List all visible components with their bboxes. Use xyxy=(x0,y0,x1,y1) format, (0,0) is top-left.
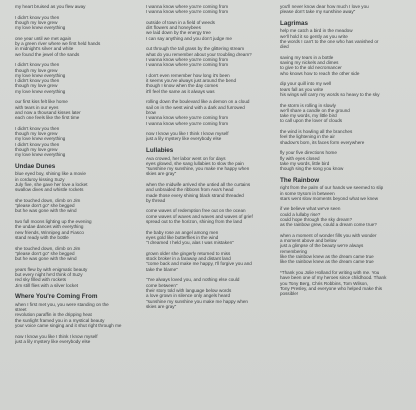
lyric-line: my love knew everything xyxy=(15,136,66,142)
lyric-line: tears fall as you write xyxy=(280,86,324,92)
lyric-stanza xyxy=(280,185,408,201)
lyric-line: and unbraided the ribbons from Ava's head xyxy=(146,187,234,193)
lyric-line: red sky filled with rockets xyxy=(15,277,67,283)
lyric-line: it'll feel the same as it always was xyxy=(146,88,215,94)
lyric-stanza xyxy=(146,156,274,177)
lyric-line: but he was gone with the wind xyxy=(15,208,77,214)
lyric-line: it seems you've always just around the bend xyxy=(146,78,236,84)
lyric-line: "sunshine my sunshine you make me happy when xyxy=(146,298,248,304)
lyric-line: in midnight's silver and white xyxy=(15,46,74,52)
lyric-line: "please don't go" she begged xyxy=(15,203,75,209)
lyric-stanza xyxy=(280,81,408,97)
lyric-line: I wanna know where you're coming from xyxy=(146,62,229,68)
lyric-line: if we believe what we've seen xyxy=(280,206,341,212)
lyric-line: she touched down, climb on Jim xyxy=(15,197,81,203)
lyric-line: swallow dives and whistle rockets xyxy=(15,187,84,193)
lyric-line: my love knew everything xyxy=(15,152,66,158)
lyric-line: "I dreamed I held you, alas I was mistaken" xyxy=(146,240,234,246)
lyric-line: cut through the tall grass by the glittering stream xyxy=(146,46,245,52)
lyric-stanza xyxy=(15,126,135,158)
lyric-stanza xyxy=(146,73,274,94)
lyric-line: my heart bruised as you flew away xyxy=(15,4,86,9)
lyric-line: stars went slow moments beyond what we knew xyxy=(280,195,379,201)
lyric-stanza xyxy=(15,267,135,288)
lyric-line: their story told with language below words xyxy=(146,287,232,293)
lyric-line: remembering xyxy=(280,248,308,254)
lyric-stanza xyxy=(15,62,135,94)
lyric-line: though I know when the day comes xyxy=(146,83,219,89)
lyric-stanza xyxy=(280,55,408,76)
lyric-line: we found the jewel of the sands xyxy=(15,51,80,57)
lyric-line: we laid down by the energy tree xyxy=(146,30,211,36)
lyric-line: I didn't know you then xyxy=(15,141,60,147)
lyric-line: though my love grew xyxy=(15,147,58,153)
song-title: The Rainbow xyxy=(280,176,320,184)
lyric-line: died xyxy=(280,44,289,50)
lyric-line: I didn't know you then xyxy=(15,78,60,84)
lyric-line: fly your five directions home xyxy=(280,150,337,156)
lyric-line: take my words, little bird xyxy=(280,160,330,166)
lyric-line: two full moons lighting up the evening xyxy=(15,219,92,225)
note-line: Tony Presley, and everyone who helped make this xyxy=(280,285,383,291)
lyric-line: and now a thousand kisses later xyxy=(15,109,81,115)
lyric-line: "I've always loved you, and nothing else could xyxy=(146,277,240,283)
lyric-line: the baby rose an angel among men xyxy=(146,229,219,235)
lyric-line: eyes glowed, she sang lullabies to slow the pain xyxy=(146,160,244,166)
lyric-line: eyes gold like butterflies in the wind xyxy=(146,234,219,240)
lyric-stanza xyxy=(280,206,408,227)
lyric-line: but every night he'd think of Suzy xyxy=(15,272,83,278)
lyric-line: we'll share a candle on the ground xyxy=(280,107,350,113)
song-title: Where You're Coming From xyxy=(15,293,98,301)
lyric-line: new friends, Winnipeg and Fiasco xyxy=(15,229,84,235)
lyric-line: when a moment of wonder fills you with wonder xyxy=(280,232,377,238)
lyric-line: as the rainbow grew, could a dream come true? xyxy=(280,222,377,228)
lyric-line: I wanna know where you're coming from xyxy=(146,9,229,15)
lyric-stanza xyxy=(15,219,135,240)
lyric-line: his wings will carry my words so heavy to the sky xyxy=(280,91,380,97)
lyric-stanza xyxy=(146,208,274,224)
lyric-line: dip your quill into my well xyxy=(280,81,332,87)
lyric-line: now I know you like I think I know myself xyxy=(15,333,98,339)
lyric-stanza xyxy=(15,4,135,9)
lyric-line: I wanna know where you're coming from xyxy=(146,120,229,126)
lyric-line: could a lullaby rise? xyxy=(280,211,321,217)
lyric-stanza xyxy=(146,4,274,15)
lyric-line: like the rainbow knew as the dream came true xyxy=(280,254,374,260)
lyric-line: come between" xyxy=(146,282,178,288)
lyric-line: to call upon the lover of clouds xyxy=(280,118,343,124)
note-line: *Thank you Jolie Holland for writing with me. You xyxy=(280,269,380,275)
lyric-line: made those every shining black strand threaded xyxy=(146,192,244,198)
lyric-line: please don't take my sunshine away" xyxy=(280,9,356,15)
lyric-stanza xyxy=(280,28,408,49)
lyric-stanza xyxy=(280,233,408,265)
lyric-line: just a lily mystery like everybody else xyxy=(146,136,222,142)
lyric-stanza xyxy=(15,246,135,262)
lyric-line: what do you remember about your troubling dream? xyxy=(146,51,252,57)
lyric-stanza xyxy=(15,171,135,192)
lyric-line: fly with eyes closed xyxy=(280,155,320,161)
lyric-line: "come back and make me happy, I'll forgive you and xyxy=(146,261,252,267)
lyric-line: street xyxy=(15,307,27,313)
lyric-line: "please don't go" she begged xyxy=(15,250,75,256)
lyric-line: could hope through the sky dream? xyxy=(280,216,353,222)
lyric-line: now I know you like I think I know myself xyxy=(146,131,229,137)
lyric-stanza xyxy=(146,277,274,309)
lyric-line: your voice came singing and it shut right through me xyxy=(15,322,122,328)
song-title: Undae Dunes xyxy=(15,162,56,170)
lyric-line: stand ready with the bottle xyxy=(15,234,69,240)
lyric-stanza xyxy=(146,46,274,67)
lyric-stanza xyxy=(15,302,135,328)
lyric-line: you'll never know dear how much I love you xyxy=(280,4,369,9)
lyric-line: I wanna know where you're coming from xyxy=(146,4,229,9)
lyric-line: when the midwife arrived she untied all the curtains xyxy=(146,182,251,187)
lyric-stanza xyxy=(15,334,135,345)
lyric-line: by thread xyxy=(146,197,166,203)
lyric-line: but he was gone with the wind xyxy=(15,256,77,262)
lyric-line: a love grown in silence only angels heard xyxy=(146,293,231,299)
lyric-line: rolling down the boulevard like a demon on a cloud xyxy=(146,99,250,105)
lyric-stanza xyxy=(280,150,408,171)
note-line: have been one of my heroes since childhood. Thank xyxy=(280,275,387,281)
column-3 xyxy=(280,4,408,296)
lyric-stanza xyxy=(15,99,135,120)
lyric-line: the storm is rolling in slowly xyxy=(280,102,336,108)
lyric-line: skies are gray" xyxy=(146,303,177,309)
note-line: possible! xyxy=(280,291,299,297)
lyric-line: I wanna know where you're coming from xyxy=(146,115,229,121)
lyric-line: Jim still flies with a silver locket xyxy=(15,282,79,288)
lyric-line: one year until we met again xyxy=(15,35,72,41)
lyric-line: my love knew everything xyxy=(15,72,66,78)
column-1 xyxy=(15,4,135,349)
lyric-line: saving my tears in a bottle xyxy=(280,54,334,60)
lyric-line: by a green river where we first held hands xyxy=(15,41,101,47)
lyric-line: saving my nickels and dimes xyxy=(280,60,339,66)
column-2 xyxy=(146,4,274,314)
note-line: you Tony Berg, Chris Robbins, Tom Wilson, xyxy=(280,280,369,286)
lyric-line: grown older she gingerly returned to miss xyxy=(146,250,231,256)
lyric-line: the sunlight framed you in a mystical beauty xyxy=(15,317,105,323)
lyric-line: my love knew everything xyxy=(15,88,66,94)
lyric-line: revolution paraffin in the dripping heat xyxy=(15,312,92,318)
lyric-line: help me catch a bird in the meadow xyxy=(280,28,353,34)
lyric-line: each one feels like the first time xyxy=(15,115,80,121)
lyric-stanza xyxy=(15,15,135,31)
lyric-stanza xyxy=(280,103,408,124)
lyric-line: though sing the song you know xyxy=(280,166,344,172)
lyric-line: "sunshine my sunshine, you make me happy when xyxy=(146,166,250,172)
lyric-line: our first kiss felt like home xyxy=(15,99,68,105)
lyric-line: take my words, my little bird xyxy=(280,113,337,119)
lyric-line: I didn't know you then xyxy=(15,14,60,20)
lyric-line: I don't even remember how long it's been xyxy=(146,72,230,78)
lyric-line: in corduroy kissing Suzy xyxy=(15,176,65,182)
lyric-line: July five, she gave her love a locket xyxy=(15,182,88,187)
lyric-line: a moment above and below xyxy=(280,238,337,244)
lyric-line: skies are gray" xyxy=(146,171,177,177)
lyric-line: shadow's born, its faces form everywhere xyxy=(280,139,365,145)
lyric-line: my love knew everything xyxy=(15,25,66,31)
lyric-line: to give to the old necromancer xyxy=(280,65,342,71)
lyric-line: I didn't know you then xyxy=(15,62,60,68)
lyric-line: I can say anything and you don't judge me xyxy=(146,35,232,41)
lyric-stanza xyxy=(146,20,274,41)
lyric-line: with tears in our eyes xyxy=(15,104,59,110)
lyric-line: we'll hold it so gently as you write xyxy=(280,33,348,39)
lyric-line: dirt flowers and honeybees xyxy=(146,25,201,31)
lyric-stanza xyxy=(15,36,135,57)
lyric-line: Ava crowed, her labor went on for days xyxy=(146,155,226,161)
lyric-line: take the blame" xyxy=(146,266,178,272)
lyric-line: come waves of waves and waves and waves of grief xyxy=(146,213,253,219)
thanks-note xyxy=(280,270,408,296)
lyric-line: I wanna know where you're coming from xyxy=(146,56,229,62)
lyric-line: sail on in the west wind with a dark and furrowed xyxy=(146,104,245,110)
lyric-stanza xyxy=(146,99,274,125)
lyric-line: though my love grew xyxy=(15,83,58,89)
lyric-line: come waves of redemption free out on the ocean xyxy=(146,208,246,214)
lyric-line: who knows how to reach the other side xyxy=(280,70,360,76)
song-title: Lullabies xyxy=(146,147,174,155)
lyric-stanza xyxy=(280,4,408,15)
lyric-stanza xyxy=(146,182,274,203)
lyric-line: though my love grew xyxy=(15,67,58,73)
lyric-line: blue eyed boy, shining like a movie xyxy=(15,171,86,177)
lyric-stanza xyxy=(146,251,274,272)
song-title: Lagrimas xyxy=(280,19,308,27)
lyric-line: the words I can't to the one who has vanished or xyxy=(280,38,379,44)
lyric-line: though my love grew xyxy=(15,19,58,25)
lyric-line: like the rainbow knew as the dream came true xyxy=(280,259,374,265)
lyric-line: years flew by with enigmatic beauty xyxy=(15,266,88,272)
lyric-line: just a glimpse of the beauty we're always xyxy=(280,243,364,249)
lyric-line: the wind is howling all the branches xyxy=(280,129,353,135)
lyric-line: though my love grew xyxy=(15,131,58,137)
lyric-line: outside of town in a field of weeds xyxy=(146,19,215,25)
lyric-line: just a lily mystery like everybody else xyxy=(15,338,91,344)
lyric-stanza xyxy=(146,230,274,246)
lyric-line: the undae dances with everything xyxy=(15,224,84,230)
lyric-line: brow xyxy=(146,109,156,115)
lyric-line: I didn't know you then xyxy=(15,125,60,131)
lyric-line: when I first met you, you were standing on the xyxy=(15,301,109,307)
lyric-line: she touched down, climb on Jim xyxy=(15,245,81,251)
lyric-line: right from the palm of our hands we seemed to slip xyxy=(280,185,384,191)
lyric-line: in some trysom in between xyxy=(280,190,335,196)
lyric-stanza xyxy=(146,131,274,142)
lyric-line: stock broker in a faraway and distant land xyxy=(146,256,231,262)
lyric-stanza xyxy=(280,129,408,145)
lyric-line: spread out to the horizon, shining from the land xyxy=(146,219,243,225)
lyric-line: feel the lightening in the air xyxy=(280,134,335,140)
lyric-stanza xyxy=(15,198,135,214)
